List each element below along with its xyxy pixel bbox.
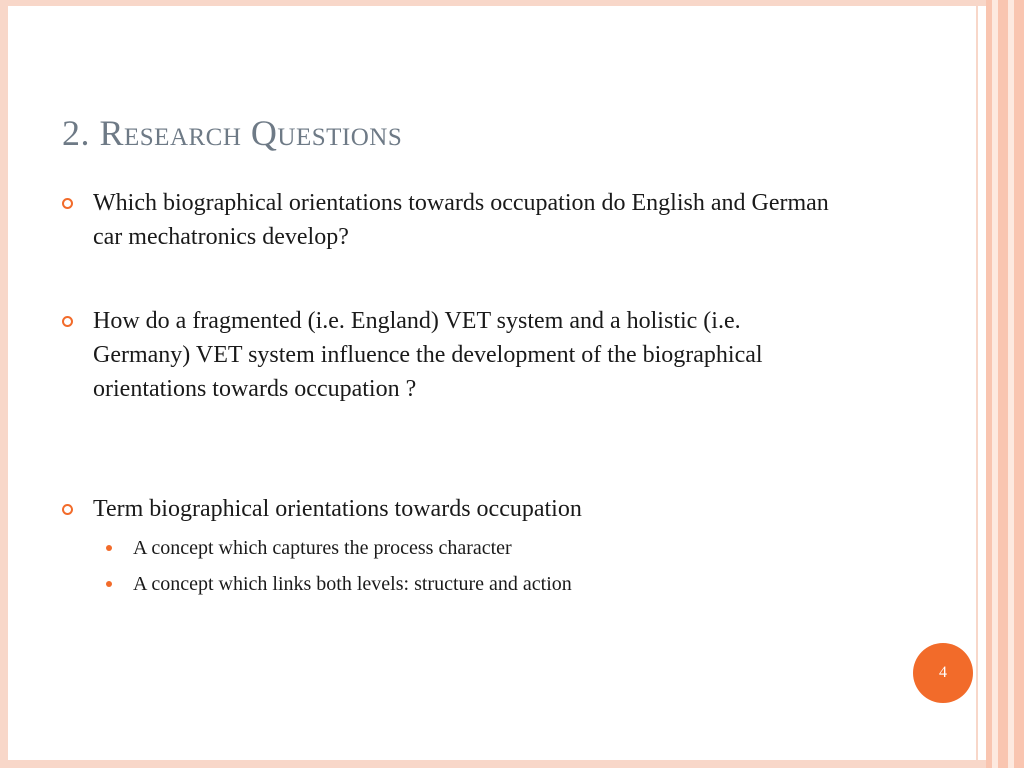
- frame-left: [0, 0, 8, 768]
- bullet-dot-icon: [106, 545, 112, 551]
- sub-bullet-item: [62, 570, 842, 598]
- bullet-ring-icon: [62, 316, 73, 327]
- bullet-item: [62, 492, 842, 526]
- bullet-text: Term biographical orientations towards occupation: [93, 496, 582, 522]
- bullet-text: Which biographical orientations towards occupation do English and German car mechatronics develop?: [93, 190, 829, 250]
- sub-bullet-item: [62, 534, 842, 562]
- bullet-ring-icon: [62, 198, 73, 209]
- decorative-stripe: [998, 0, 1008, 768]
- bullet-text: How do a fragmented (i.e. England) VET system and a holistic (i.e. Germany) VET system influence the development of the biographical orientations towards occupation ?: [93, 308, 763, 402]
- bullet-item: [62, 304, 842, 406]
- sub-bullet-list: [62, 534, 842, 598]
- bullet-dot-icon: [106, 581, 112, 587]
- bullet-item: [62, 186, 842, 254]
- slide-content: [62, 186, 842, 598]
- bullet-ring-icon: [62, 504, 73, 515]
- decorative-stripe: [1014, 0, 1024, 768]
- sub-bullet-text: A concept which links both levels: structure and action: [133, 573, 572, 595]
- frame-bottom: [0, 760, 986, 768]
- frame-top: [0, 0, 986, 6]
- page-number-badge: 4: [913, 643, 973, 703]
- frame-inner-right: [976, 0, 978, 768]
- slide-title: 2. Research Questions: [62, 113, 403, 153]
- sub-bullet-text: A concept which captures the process character: [133, 537, 512, 559]
